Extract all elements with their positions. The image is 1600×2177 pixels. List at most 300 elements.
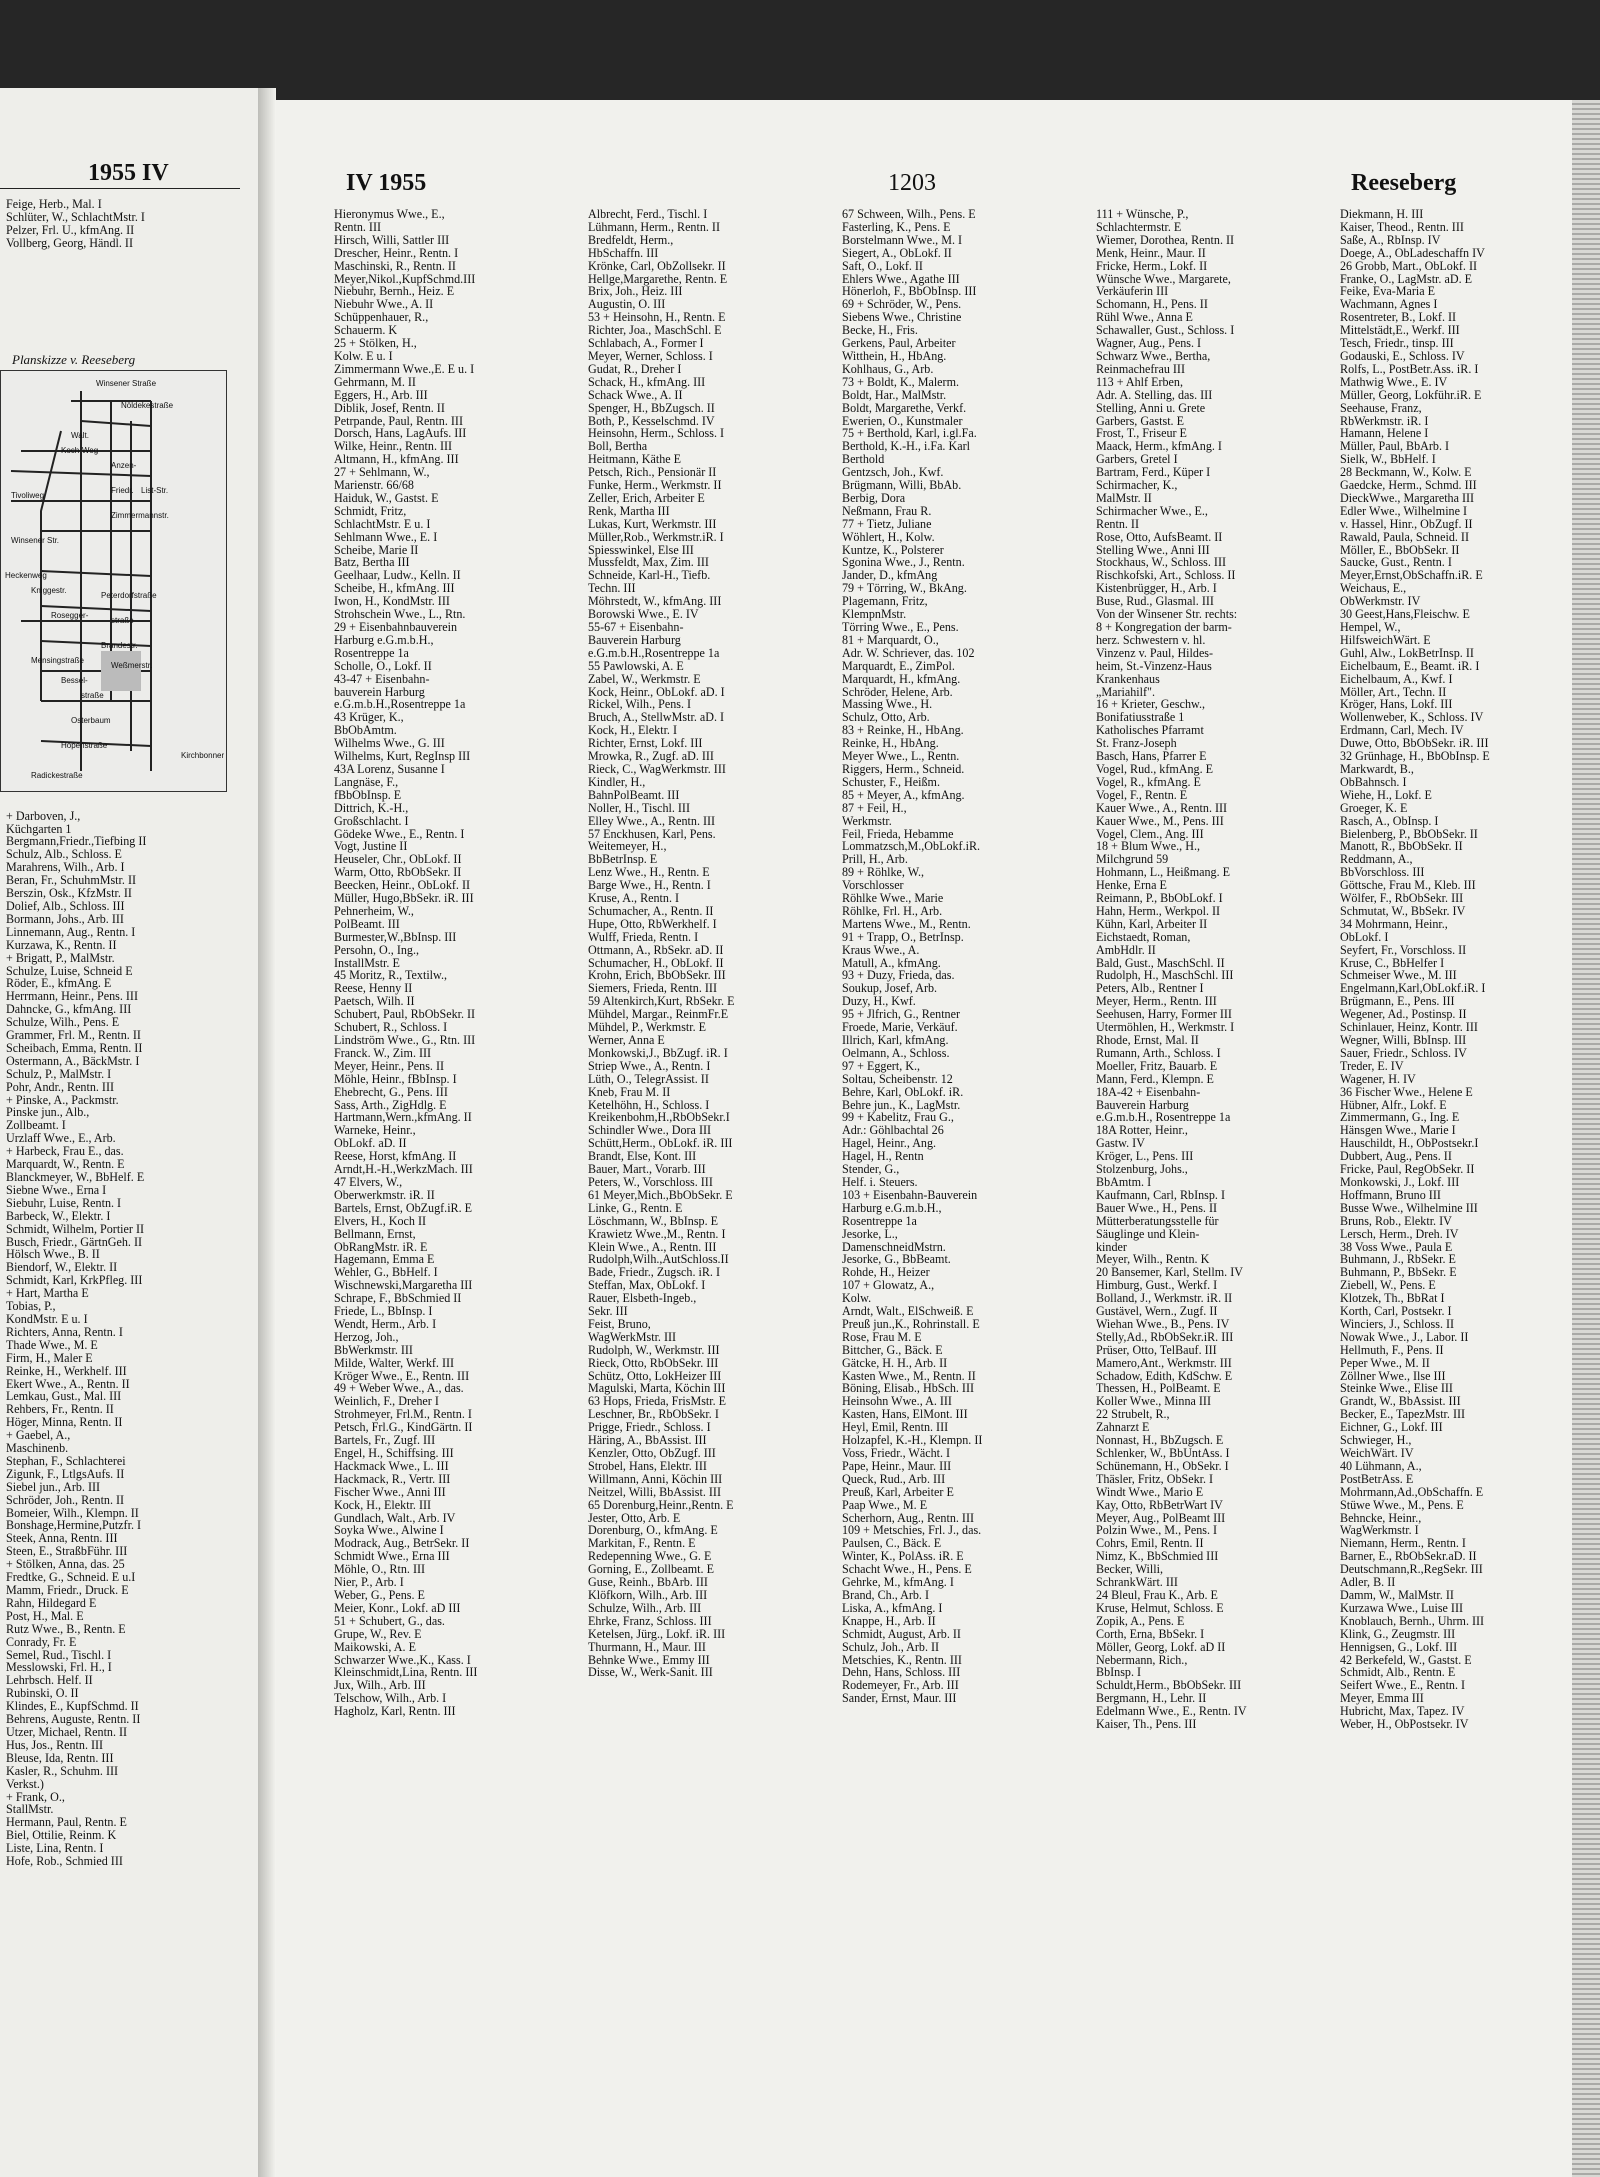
directory-entry: Wollenweber, K., Schloss. IV (1340, 710, 1484, 725)
directory-entry: Mittelstädt,E., Werkf. III (1340, 323, 1460, 338)
directory-entry: 95 + Jlfrich, G., Rentner (842, 1007, 960, 1022)
directory-entry: Nonnast, H., BbZugsch. E (1096, 1433, 1224, 1448)
directory-entry: Barge Wwe., H., Rentn. I (588, 878, 711, 893)
directory-entry: Utermöhlen, H., Werkmstr. I (1096, 1020, 1235, 1035)
directory-entry: PostBetrAss. E (1340, 1471, 1414, 1486)
directory-entry: Prüser, Otto, TelBauf. III (1096, 1342, 1217, 1357)
directory-entry: Schlüter, W., SchlachtMstr. I (6, 209, 145, 224)
directory-entry: Vogel, F., Rentn. E (1096, 787, 1188, 802)
directory-entry: Rehbers, Fr., Rentn. II (6, 1402, 114, 1417)
directory-entry: Hagholz, Karl, Rentn. III (334, 1704, 456, 1719)
directory-entry: Richter, Joa., MaschSchl. E (588, 323, 722, 338)
directory-entry: Dittrich, K.-H., (334, 800, 409, 815)
directory-entry: Corth, Erna, BbSekr. I (1096, 1626, 1205, 1641)
left-page (0, 88, 258, 2177)
directory-entry: Dorsch, Hans, LagAufs. III (334, 426, 467, 441)
directory-entry: 111 + Wünsche, P., (1096, 208, 1189, 221)
directory-entry: Herzog, Joh., (334, 1329, 399, 1344)
directory-entry: Maschinski, R., Rentn. II (334, 258, 456, 273)
directory-entry: Schmidt, Fritz, (334, 503, 407, 518)
directory-entry: Korth, Carl, Postsekr. I (1340, 1304, 1452, 1319)
directory-entry: Bauverein Harburg (588, 632, 681, 647)
directory-entry: Gaedcke, Herm., Schmd. III (1340, 478, 1477, 493)
directory-entry: Schröder, Joh., Rentn. II (6, 1492, 125, 1507)
map-street-label: Kniggestr. (31, 586, 67, 595)
directory-entry: 61 Meyer,Mich.,BbObSekr. E (588, 1187, 733, 1202)
directory-entry: Behre jun., K., LagMstr. (842, 1097, 961, 1112)
directory-entry: Zigunk, F., LtlgsAufs. II (6, 1466, 125, 1481)
directory-entry: Meyer, Wilh., Rentn. K (1096, 1252, 1210, 1267)
directory-entry: Willmann, Anni, Köchin III (588, 1471, 723, 1486)
directory-entry: Rauer, Elsbeth-Ingeb., (588, 1291, 697, 1306)
directory-entry: Thurmann, H., Maur. III (588, 1639, 706, 1654)
directory-entry: Maschinenb. (6, 1441, 69, 1456)
directory-entry: Rosentreter, B., Lokf. II (1340, 310, 1457, 325)
directory-entry: Grupe, W., Rev. E (334, 1626, 422, 1641)
directory-entry: Saße, A., RbInsp. IV (1340, 232, 1441, 247)
directory-entry: Wischnewski,Margaretha III (334, 1278, 473, 1293)
directory-entry: Rudolph, H., MaschSchl. III (1096, 968, 1234, 983)
directory-entry: Kühn, Karl, Arbeiter II (1096, 916, 1208, 931)
directory-entry: Peper Wwe., M. II (1340, 1355, 1430, 1370)
directory-entry: Prigge, Friedr., Schloss. I (588, 1420, 711, 1435)
directory-entry: Milde, Walter, Werkf. III (334, 1355, 455, 1370)
map-street-label: Mensingstraße (31, 656, 84, 665)
directory-entry: Reddmann, A., (1340, 852, 1413, 867)
directory-entry: Harburg e.G.m.b.H., (842, 1200, 942, 1215)
directory-entry: Monkowski, J., Lokf. III (1340, 1174, 1460, 1189)
directory-entry: bauverein Harburg (334, 684, 425, 699)
directory-entry: Katholisches Pfarramt (1096, 723, 1204, 738)
directory-entry: Kasten, Hans, ElMont. III (842, 1407, 968, 1422)
directory-entry: BbAmtm. I (1096, 1174, 1152, 1189)
directory-entry: Meyer,Ernst,ObSchaffn.iR. E (1340, 568, 1483, 583)
directory-entry: Krönke, Carl, ObZollsekr. II (588, 258, 726, 273)
directory-entry: Schawaller, Gust., Schloss. I (1096, 323, 1235, 338)
directory-entry: 65 Dorenburg,Heinr.,Rentn. E (588, 1497, 734, 1512)
directory-entry: Bittcher, G., Bäck. E (842, 1342, 943, 1357)
directory-entry: 53 + Heinsohn, H., Rentn. E (588, 310, 726, 325)
directory-entry: 97 + Eggert, K., (842, 1058, 921, 1073)
directory-entry: 38 Voss Wwe., Paula E (1340, 1239, 1453, 1254)
directory-entry: Biel, Ottilie, Reinm. K (6, 1828, 117, 1843)
directory-entry: Zabel, W., Werkmstr. E (588, 671, 701, 686)
directory-entry: Kasten Wwe., M., Rentn. II (842, 1368, 976, 1383)
directory-entry: Schlabach, A., Former I (588, 336, 704, 351)
directory-entry: Siebel jun., Arb. III (6, 1479, 101, 1494)
directory-entry: Bredfeldt, Herm., (588, 232, 674, 247)
directory-entry: Hahn, Herm., Werkpol. II (1096, 903, 1221, 918)
directory-entry: Pohr, Andr., Rentn. III (6, 1079, 115, 1094)
directory-entry: Heyl, Emil, Rentn. III (842, 1420, 949, 1435)
directory-entry: Sekr. III (588, 1304, 628, 1319)
directory-entry: Stolzenburg, Johs., (1096, 1162, 1188, 1177)
directory-entry: Rose, Frau M. E (842, 1329, 922, 1344)
directory-entry: Becker, E., TapezMstr. III (1340, 1407, 1466, 1422)
directory-entry: 40 Lühmann, A., (1340, 1458, 1422, 1473)
directory-entry: Klöfkorn, Wilh., Arb. III (588, 1587, 708, 1602)
directory-entry: Rhode, Ernst, Mal. II (1096, 1033, 1199, 1047)
directory-entry: Müller,Rob., Werkmstr.iR. I (588, 529, 724, 544)
directory-entry: Ehebrecht, G., Pens. III (334, 1084, 448, 1099)
directory-entry: Pinske jun., Alb., (6, 1105, 90, 1120)
directory-entry: Treder, E. IV (1340, 1058, 1404, 1073)
directory-entry: Nimz, K., BbSchmied III (1096, 1549, 1219, 1564)
directory-entry: 59 Altenkirch,Kurt, RbSekr. E (588, 994, 735, 1009)
directory-entry: Mathwig Wwe., E. IV (1340, 374, 1448, 389)
header-rule (0, 188, 240, 189)
directory-entry: Oelmann, A., Schloss. (842, 1045, 950, 1060)
directory-entry: Grammer, Frl. M., Rentn. II (6, 1028, 141, 1043)
directory-entry: Sass, Arth., ZigHdlg. E (334, 1097, 447, 1112)
directory-entry: Spenger, H., BbZugsch. II (588, 400, 715, 415)
directory-entry: Gentzsch, Joh., Kwf. (842, 465, 944, 480)
directory-entry: Seehusen, Harry, Former III (1096, 1007, 1232, 1022)
directory-entry: Scheibach, Emma, Rentn. II (6, 1040, 143, 1055)
directory-entry: Engel, H., Schiffsing. III (334, 1446, 454, 1460)
directory-entry: ObLokf. aD. II (334, 1136, 407, 1151)
directory-entry: Zöllner Wwe., Ilse III (1340, 1368, 1446, 1383)
directory-entry: Martens Wwe., M., Rentn. (842, 916, 971, 931)
directory-entry: KondMstr. E u. I (6, 1311, 88, 1326)
directory-entry: Schirmacher, K., (1096, 478, 1178, 493)
directory-entry: Schmidt, Karl, KrkPfleg. III (6, 1273, 143, 1288)
directory-entry: 36 Fischer Wwe., Helene E (1340, 1084, 1473, 1099)
directory-entry: Gorning, E., Zollbeamt. E (588, 1562, 714, 1577)
directory-entry: Boldt, Har., MalMstr. (842, 387, 947, 402)
directory-entry: Diekmann, H. III (1340, 208, 1424, 221)
directory-entry: Stephan, F., Schlachterei (6, 1453, 126, 1468)
map-street-label: Nöldekestraße (121, 401, 174, 410)
directory-entry: Paap Wwe., M. E (842, 1497, 928, 1512)
directory-entry: Wulff, Frieda, Rentn. I (588, 929, 699, 944)
directory-entry: 63 Hops, Frieda, FrisMstr. E (588, 1394, 727, 1409)
directory-entry: Stelling, Anni u. Grete (1096, 400, 1206, 415)
directory-entry: Rawald, Paula, Schneid. II (1340, 529, 1469, 544)
directory-entry: Hänsgen Wwe., Marie I (1340, 1123, 1456, 1138)
directory-entry: Reese, Henny II (334, 981, 413, 996)
directory-entry: Erdmann, Carl, Mech. IV (1340, 723, 1464, 738)
directory-entry: MalMstr. II (1096, 490, 1152, 505)
directory-entry: Richter, Ernst, Lokf. III (588, 736, 703, 751)
directory-entry: Schmidt Wwe., Erna III (334, 1549, 450, 1564)
directory-entry: Peters, W., Vorschloss. III (588, 1174, 713, 1189)
directory-entry: Striep Wwe., A., Rentn. I (588, 1058, 711, 1073)
directory-entry: Bergmann,Friedr.,Tiefbing II (6, 834, 147, 849)
directory-entry: 43-47 + Eisenbahn- (334, 671, 430, 686)
directory-entry: Schüppenhauer, R., (334, 310, 429, 325)
directory-entry: WagWerkMstr. III (588, 1329, 677, 1344)
directory-entry: Schütz, Otto, LokHeizer III (588, 1368, 722, 1383)
directory-entry: Seifert Wwe., E., Rentn. I (1340, 1678, 1466, 1693)
directory-entry: Schack Wwe., A. II (588, 387, 683, 402)
directory-entry: BbVorschloss. III (1340, 865, 1425, 880)
directory-entry: Gehrke, M., kfmAng. I (842, 1575, 954, 1590)
directory-entry: Dorenburg, O., kfmAng. E (588, 1523, 718, 1538)
directory-entry: Kolw. E u. I (334, 348, 393, 363)
directory-entry: Kleinschmidt,Lina, Rentn. III (334, 1665, 478, 1680)
directory-entry: Leschner, Br., RbObSekr. I (588, 1407, 719, 1422)
directory-entry: Lühmann, Herm., Rentn. II (588, 219, 720, 234)
directory-entry: Beran, Fr., SchuhmMstr. II (6, 873, 137, 888)
directory-entry: + Gaebel, A., (6, 1428, 71, 1443)
directory-entry: Augustin, O. III (588, 297, 666, 312)
directory-entry: Krawietz Wwe.,M., Rentn. I (588, 1226, 726, 1241)
directory-entry: 103 + Eisenbahn-Bauverein (842, 1187, 978, 1202)
map-street-label: Winsener Str. (11, 536, 60, 545)
directory-entry: 28 Beckmann, W., Kolw. E (1340, 465, 1472, 480)
directory-entry: 81 + Marquardt, O., (842, 632, 939, 647)
directory-entry: 20 Bansemer, Karl, Stellm. IV (1096, 1265, 1243, 1280)
directory-entry: Hofe, Rob., Schmied III (6, 1854, 123, 1869)
directory-entry: Bormann, Johs., Arb. III (6, 911, 124, 926)
directory-entry: Rosentreppe 1a (842, 1213, 917, 1228)
directory-entry: Metschies, K., Rentn. III (842, 1652, 962, 1667)
directory-column-4 (1096, 208, 1332, 2168)
directory-entry: + Frank, O., (6, 1789, 65, 1804)
directory-entry: Neitzel, Willi, BbAssist. III (588, 1484, 721, 1499)
directory-entry: Dahncke, G., kfmAng. III (6, 1002, 132, 1017)
directory-entry: Stockhaus, W., Schloss. III (1096, 555, 1227, 570)
directory-entry: Niebuhr, Bernh., Heiz. E (334, 284, 455, 299)
directory-entry: Preuß jun.,K., Rohrinstall. E (842, 1316, 980, 1331)
directory-entry: Warm, Otto, RbObSekr. II (334, 865, 462, 880)
directory-entry: Richters, Anna, Rentn. I (6, 1324, 123, 1339)
directory-entry: Seehause, Franz, (1340, 400, 1422, 415)
directory-entry: Behrens, Auguste, Rentn. II (6, 1712, 141, 1727)
directory-entry: Bonifatiusstraße 1 (1096, 710, 1185, 725)
map-street-label: straße (111, 616, 134, 625)
directory-entry: Mamm, Friedr., Druck. E (6, 1583, 129, 1597)
directory-entry: Fasterling, K., Pens. E (842, 219, 951, 234)
directory-entry: Strohmeyer, Frl.M., Rentn. I (334, 1407, 472, 1422)
directory-entry: Weinlich, F., Dreher I (334, 1394, 439, 1409)
directory-entry: + Harbeck, Frau E., das. (6, 1144, 124, 1159)
directory-entry: Berbig, Dora (842, 490, 906, 505)
directory-entry: Hackmack Wwe., L. III (334, 1458, 449, 1473)
directory-entry: Barbeck, W., Elektr. I (6, 1208, 111, 1223)
directory-entry: Marquardt, H., kfmAng. (842, 671, 961, 686)
directory-entry: Doege, A., ObLadeschaffn IV (1340, 245, 1485, 260)
directory-entry: St. Franz-Joseph (1096, 736, 1177, 751)
directory-entry: Wegner, Willi, BbInsp. III (1340, 1033, 1467, 1047)
directory-entry: Petsch, Rich., Pensionär II (588, 465, 717, 480)
directory-entry: Pehnerheim, W., (334, 903, 414, 918)
directory-entry: Kruse, Helmut, Schloss. E (1096, 1600, 1224, 1615)
directory-entry: Dolief, Alb., Schloss. III (6, 898, 125, 913)
directory-entry: Moeller, Fritz, Bauarb. E (1096, 1058, 1218, 1073)
directory-entry: Elley Wwe., A., Rentn. III (588, 813, 716, 828)
directory-entry: Schulze, Wilh., Arb. III (588, 1600, 702, 1615)
directory-entry: Zahnarzt E (1096, 1420, 1150, 1435)
directory-entry: Fricke, Paul, RegObSekr. II (1340, 1162, 1475, 1177)
directory-entry: Wagener, H. IV (1340, 1071, 1416, 1086)
directory-entry: 24 Bleul, Frau K., Arb. E (1096, 1587, 1218, 1602)
directory-entry: Sgonina Wwe., J., Rentn. (842, 555, 965, 570)
page-number: 1203 (888, 170, 936, 196)
directory-entry: Kasler, R., Schuhm. III (6, 1763, 119, 1778)
directory-entry: Bergmann, H., Lehr. II (1096, 1691, 1207, 1706)
directory-entry: Rühl Wwe., Anna E (1096, 310, 1193, 325)
directory-entry: Scheibe, Marie II (334, 542, 419, 557)
directory-entry: Geelhaar, Ludw., Kelln. II (334, 568, 461, 583)
directory-entry: + Stölken, Anna, das. 25 (6, 1557, 125, 1572)
directory-entry: + Pinske, A., Packmstr. (6, 1092, 119, 1107)
directory-entry: Eichelbaum, E., Beamt. iR. I (1340, 658, 1480, 673)
directory-entry: Weber, G., Pens. E (334, 1587, 425, 1602)
directory-entry: Drescher, Heinr., Rentn. I (334, 245, 459, 260)
directory-entry: Hellmuth, F., Pens. II (1340, 1342, 1444, 1357)
directory-entry: RbWerkmstr. iR. I (1340, 413, 1429, 428)
directory-entry: Lehrbsch. Helf. II (6, 1673, 93, 1688)
directory-entry: Telschow, Wilh., Arb. I (334, 1691, 447, 1706)
directory-entry: Stelly,Ad., RbObSekr.iR. III (1096, 1329, 1234, 1344)
directory-entry: Markwardt, B., (1340, 761, 1414, 776)
directory-entry: Hirsch, Willi, Sattler III (334, 232, 450, 247)
directory-entry: Möller, Georg, Lokf. aD II (1096, 1639, 1226, 1654)
map-street-label: Kirchbonner (181, 751, 225, 760)
directory-entry: Röhlke Wwe., Marie (842, 891, 944, 906)
directory-entry: Schwarz Wwe., Bertha, (1096, 348, 1211, 363)
directory-entry: KlempnMstr. (842, 607, 907, 622)
directory-entry: Kröger, Hans, Lokf. III (1340, 697, 1453, 712)
directory-entry: Guse, Reinh., BbArb. III (588, 1575, 708, 1590)
directory-entry: Biendorf, W., Elektr. II (6, 1260, 118, 1275)
directory-entry: Modrack, Aug., BetrSekr. II (334, 1536, 470, 1551)
directory-entry: Hagemann, Emma E (334, 1252, 435, 1267)
directory-entry: Thessen, H., PolBeamt. E (1096, 1381, 1221, 1396)
directory-entry: 57 Enckhusen, Karl, Pens. (588, 826, 716, 841)
directory-entry: 18 + Blum Wwe., H., (1096, 839, 1201, 854)
directory-entry: Ehlers Wwe., Agathe III (842, 271, 960, 286)
directory-entry: Witthein, H., HbAng. (842, 348, 947, 363)
directory-entry: BbWerkmstr. III (334, 1342, 413, 1357)
map-drawing (1, 371, 226, 791)
directory-entry: 47 Elvers, W., (334, 1174, 403, 1189)
directory-entry: Möhle, Heinr., fBbInsp. I (334, 1071, 457, 1086)
directory-entry: Hieronymus Wwe., E., (334, 208, 445, 221)
directory-entry: Jesorke, G., BbBeamt. (842, 1252, 951, 1267)
directory-entry: kinder (1096, 1239, 1127, 1254)
directory-entry: Schütt,Herm., ObLokf. iR. III (588, 1136, 733, 1151)
directory-entry: Boll, Bertha (588, 439, 648, 454)
directory-entry: Eichelbaum, A., Kwf. I (1340, 671, 1453, 686)
directory-entry: Knappe, H., Arb. II (842, 1613, 936, 1628)
directory-entry: Steinke Wwe., Elise III (1340, 1381, 1453, 1396)
directory-entry: Rickel, Wilh., Pens. I (588, 697, 692, 712)
directory-entry: Brandt, Else, Kont. III (588, 1149, 697, 1164)
directory-column-1 (334, 208, 580, 2168)
directory-entry: Schauerm. K (334, 323, 398, 338)
directory-entry: Schubert, R., Schloss. I (334, 1020, 448, 1035)
directory-entry: Schacht Wwe., H., Pens. E (842, 1562, 972, 1577)
directory-entry: Buse, Rud., Glasmal. III (1096, 594, 1214, 609)
directory-entry: 45 Moritz, R., Textilw., (334, 968, 448, 983)
directory-entry: Marienstr. 66/68 (334, 478, 414, 493)
directory-entry: Lenz Wwe., H., Rentn. E (588, 865, 710, 880)
directory-entry: Wachmann, Agnes I (1340, 297, 1438, 312)
directory-entry: Rodemeyer, Fr., Arb. III (842, 1678, 959, 1693)
directory-entry: e.G.m.b.H., Rosentreppe 1a (1096, 1110, 1231, 1125)
directory-entry: Löschmann, W., BbInsp. E (588, 1213, 719, 1228)
directory-entry: Werner, Anna E (588, 1033, 665, 1047)
directory-entry: Rohde, H., Heizer (842, 1265, 930, 1280)
book-gutter (258, 88, 276, 2177)
directory-entry: 109 + Metschies, Frl. J., das. (842, 1523, 982, 1538)
directory-entry: Massing Wwe., H. (842, 697, 933, 712)
directory-entry: Windt Wwe., Mario E (1096, 1484, 1204, 1499)
map-street-label: Tivoliweg (11, 491, 45, 500)
directory-entry: Elvers, H., Koch II (334, 1213, 427, 1228)
directory-entry: 27 + Sehlmann, W., (334, 465, 430, 480)
directory-entry: 18A Rotter, Heinr., (1096, 1123, 1188, 1138)
directory-entry: InstallMstr. E (334, 955, 400, 970)
directory-entry: Mütterberatungsstelle für (1096, 1213, 1219, 1228)
directory-entry: Müller, Hugo,BbSekr. iR. III (334, 891, 474, 906)
directory-entry: Petrpande, Paul, Rentn. III (334, 413, 463, 428)
directory-entry: fBbObInsp. E (334, 787, 402, 802)
directory-entry: heim, St.-Vinzenz-Haus (1096, 658, 1212, 673)
directory-entry: Stelling Wwe., Anni III (1096, 542, 1210, 557)
directory-entry: Hellge,Margarethe, Rentn. E (588, 271, 728, 286)
directory-entry: Schulz, Alb., Schloss. E (6, 847, 122, 862)
directory-entry: Schünemann, H., ObSekr. I (1096, 1458, 1229, 1473)
directory-entry: Schumacher, H., ObLokf. II (588, 955, 724, 970)
directory-entry: Riggers, Herm., Schneid. (842, 761, 965, 776)
directory-entry: Buhmann, P., BbSekr. E (1340, 1265, 1457, 1280)
directory-entry: Verkäuferin III (1096, 284, 1169, 299)
directory-entry: 29 + Eisenbahnbauverein (334, 620, 458, 634)
directory-entry: Hubricht, Max, Tapez. IV (1340, 1704, 1465, 1719)
directory-entry: Klink, G., Zeugmstr. III (1340, 1626, 1456, 1641)
directory-entry: Pelzer, Frl. U., kfmAng. II (6, 222, 135, 237)
directory-entry: 93 + Duzy, Frieda, das. (842, 968, 955, 983)
directory-entry: Schuster, F., Heißm. (842, 774, 940, 789)
directory-entry: Himburg, Gust., Werkf. I (1096, 1278, 1218, 1293)
directory-entry: Eggers, H., Arb. III (334, 387, 428, 402)
directory-entry: Becke, H., Fris. (842, 323, 918, 338)
map-street-label: List-Str. (141, 486, 169, 495)
directory-entry: Techn. III (588, 581, 636, 596)
directory-entry: Matull, A., kfmAng. (842, 955, 941, 970)
directory-entry: Kreikenbohm,H.,RbObSekr.I (588, 1110, 730, 1125)
directory-entry: Nier, P., Arb. I (334, 1575, 404, 1590)
directory-entry: Wiemer, Dorothea, Rentn. II (1096, 232, 1235, 247)
directory-entry: Kindler, H., (588, 774, 646, 789)
directory-entry: Linke, G., Rentn. E (588, 1200, 683, 1215)
directory-entry: Bleuse, Ida, Rentn. III (6, 1750, 114, 1765)
directory-entry: Weichaus, E., (1340, 581, 1407, 596)
directory-entry: Kock, H., Elektr. III (334, 1497, 432, 1512)
directory-entry: Schubert, Paul, RbObSekr. II (334, 1007, 476, 1022)
directory-entry: Holzapfel, K.-H., Klempn. II (842, 1433, 983, 1448)
directory-entry: Möhle, O., Rtn. III (334, 1562, 426, 1577)
directory-entry: BahnPolBeamt. III (588, 787, 680, 802)
directory-entry: Herrmann, Heinr., Pens. III (6, 989, 138, 1004)
directory-entry: Maikowski, A. E (334, 1639, 416, 1654)
directory-entry: Conrady, Fr. E (6, 1634, 77, 1649)
directory-entry: Lemkau, Gust., Mal. III (6, 1389, 122, 1404)
directory-entry: Scheibe, H., kfmAng. III (334, 581, 455, 596)
directory-entry: 22 Strubelt, R., (1096, 1407, 1170, 1422)
directory-entry: Wagner, Aug., Pens. I (1096, 336, 1202, 351)
directory-column-5 (1340, 208, 1570, 2168)
directory-entry: Feige, Herb., Mal. I (6, 198, 102, 211)
map-street-label: Zimmermannstr. (111, 511, 169, 520)
directory-entry: Ostermann, A., BäckMstr. I (6, 1053, 140, 1068)
directory-entry: Strohschein Wwe., L., Rtn. (334, 607, 466, 622)
directory-entry: Redepenning Wwe., G. E (588, 1549, 712, 1564)
